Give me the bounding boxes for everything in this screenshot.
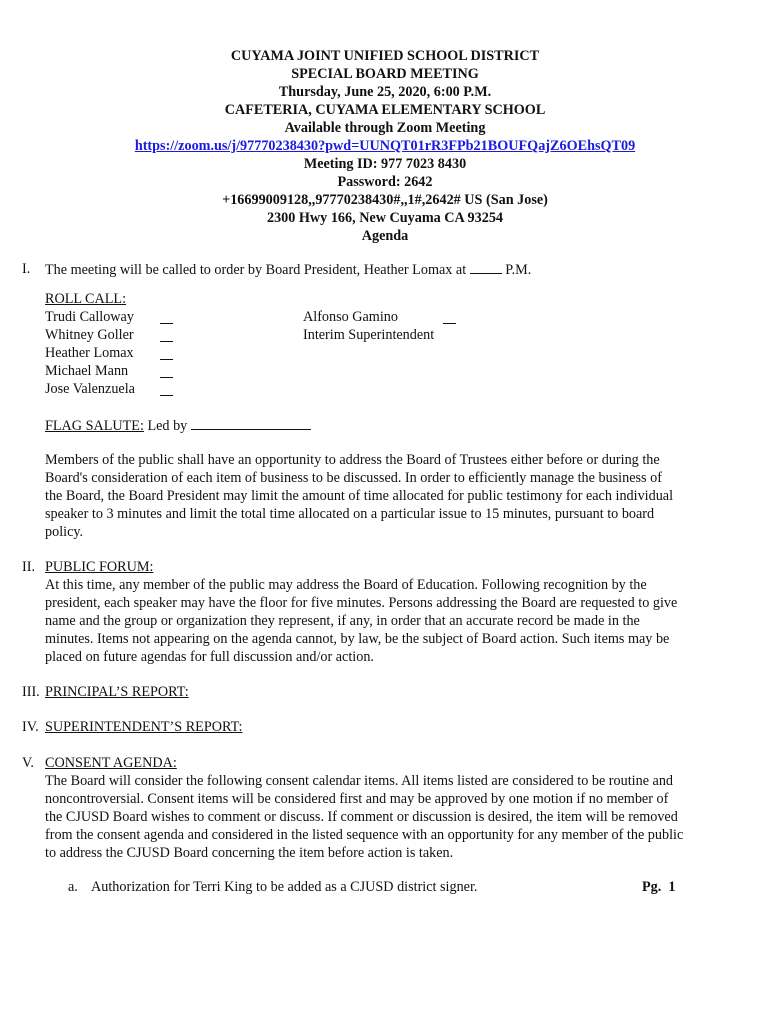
attendance-blank — [160, 328, 173, 342]
roll-call-right-list — [303, 308, 503, 344]
member-name: Michael Mann — [45, 363, 129, 379]
meeting-address: 2300 Hwy 166, New Cuyama CA 93254 — [266, 210, 504, 226]
member-name: Heather Lomax — [45, 345, 134, 361]
public-comment-note: Members of the public shall have an opportunity to address the Board of Trustees either before or during the Board's consideration of each item of business to be discussed. In order to efficiently manage the business of the Board, the Board President may limit the amount of time allocated for public testimony for each individual speaker to 3 minutes and limit the total time allocated on a particular issue to 15 minutes, pursuant to board policy. — [45, 452, 674, 540]
item-page-ref: Pg. 1 — [642, 879, 676, 895]
roll-call-row — [45, 344, 245, 362]
zoom-link[interactable]: https://zoom.us/j/97770238430?pwd=UUNQT01rR3FPb21BOUFQajZ6OEhsQT09 — [134, 138, 636, 154]
member-name: Trudi Calloway — [45, 309, 134, 325]
time-blank — [470, 260, 502, 274]
meeting-id: Meeting ID: 977 7023 8430 — [303, 156, 467, 172]
member-name: Whitney Goller — [45, 327, 134, 343]
pm-label: P.M. — [505, 262, 532, 278]
attendance-blank — [160, 346, 173, 360]
section-numeral: V. — [22, 755, 34, 771]
section-numeral: III. — [22, 684, 40, 700]
roll-call-row — [303, 308, 503, 326]
section-title: PUBLIC FORUM: — [45, 559, 154, 575]
district-name: CUYAMA JOINT UNIFIED SCHOOL DISTRICT — [230, 48, 540, 64]
attendance-blank — [160, 382, 173, 396]
attendance-blank — [160, 310, 173, 324]
meeting-location: CAFETERIA, CUYAMA ELEMENTARY SCHOOL — [224, 102, 546, 118]
roll-call-row — [45, 380, 245, 398]
item-letter: a. — [68, 879, 78, 895]
consent-agenda-text: The Board will consider the following consent calendar items. All items listed are considered to be routine and noncontroversial. Consent items will be considered first and may be approved by one motion if no member of the CJUSD Board wishes to comment or discuss. If comment or discussion is desired, the item will be removed from the consent agenda and considered in the listed sequence with an opportunity for any member of the public to address the CJUSD Board concerning the item before action is taken. — [45, 773, 684, 861]
section-title: CONSENT AGENDA: — [45, 755, 177, 771]
item-text: Authorization for Terri King to be added as a CJUSD district signer. — [91, 879, 478, 895]
zoom-note: Available through Zoom Meeting — [284, 120, 486, 136]
roll-call-row — [45, 326, 245, 344]
call-to-order-text: The meeting will be called to order by Board President, Heather Lomax at — [45, 262, 467, 278]
flag-salute — [45, 416, 311, 435]
meeting-type: SPECIAL BOARD MEETING — [291, 66, 479, 82]
attendance-blank — [443, 310, 456, 324]
section-title: SUPERINTENDENT’S REPORT: — [45, 719, 243, 735]
roll-call-left-list — [45, 308, 245, 398]
section-title: PRINCIPAL’S REPORT: — [45, 684, 189, 700]
section-numeral: I. — [22, 261, 31, 277]
section-numeral: IV. — [22, 719, 39, 735]
attendance-blank — [160, 364, 173, 378]
roll-call-row — [45, 308, 245, 326]
member-name: Alfonso Gamino — [303, 309, 398, 325]
interim-superintendent: Interim Superintendent — [303, 327, 435, 343]
meeting-password: Password: 2642 — [337, 174, 433, 190]
public-forum-text: At this time, any member of the public may address the Board of Education. Following recognition by the president, each speaker may have the floor for five minutes. Persons addressing the Board are requested to give name and the group or organization they represent, if any, in order that an accurate record be made in the minutes. Items not appearing on the agenda cannot, by law, be the subject of Board action. Such items may be placed on future agendas for full discussion and/or action. — [45, 577, 678, 665]
agenda-header — [0, 47, 770, 245]
flag-salute-label: FLAG SALUTE: — [45, 418, 144, 434]
meeting-date-time: Thursday, June 25, 2020, 6:00 P.M. — [278, 84, 492, 100]
roll-call-title: ROLL CALL: — [45, 291, 127, 307]
member-name: Jose Valenzuela — [45, 381, 135, 397]
led-by-blank — [191, 416, 311, 430]
dial-in-number: +16699009128,,97770238430#,,1#,2642# US (San Jose) — [222, 192, 548, 208]
flag-salute-text: Led by — [147, 418, 188, 434]
agenda-title: Agenda — [361, 228, 409, 244]
section-numeral: II. — [22, 559, 35, 575]
roll-call-row — [45, 362, 245, 380]
